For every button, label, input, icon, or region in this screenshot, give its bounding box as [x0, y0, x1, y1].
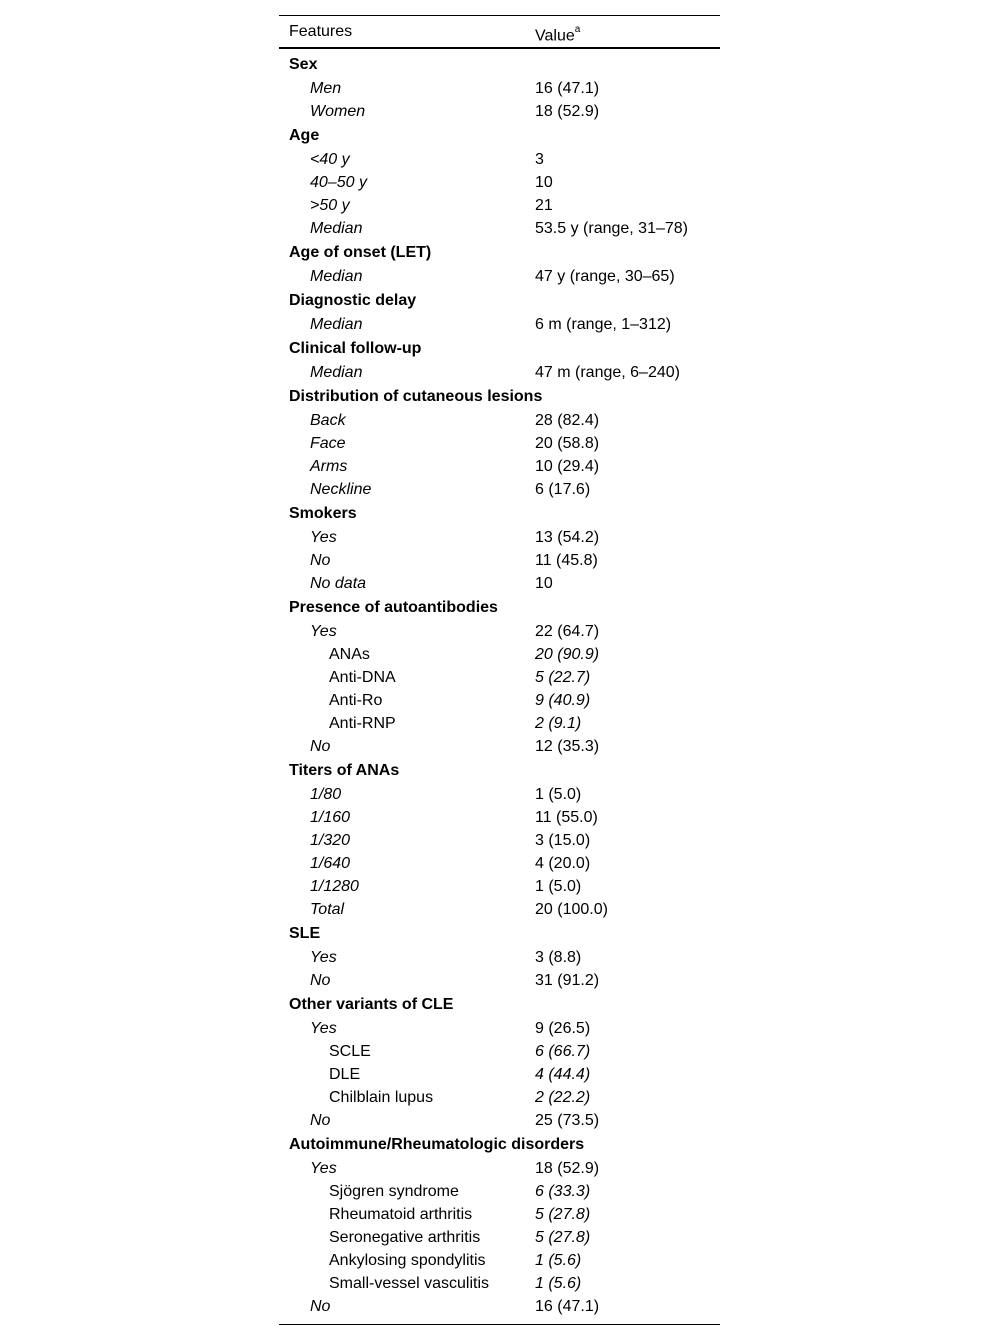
- table-row: [279, 783, 720, 806]
- table-row: [279, 409, 720, 432]
- row-label: Sjögren syndrome: [329, 1183, 459, 1200]
- row-value: 18 (52.9): [535, 1160, 600, 1177]
- row-value: 1 (5.6): [535, 1275, 582, 1292]
- table-section-row: [279, 921, 720, 946]
- table-row: [279, 1109, 720, 1132]
- section-label: Sex: [289, 56, 318, 73]
- table-row: [279, 1203, 720, 1226]
- table-row: [279, 875, 720, 898]
- row-label: <40 y: [310, 151, 350, 168]
- row-label: Median: [310, 316, 363, 333]
- table-row: [279, 1063, 720, 1086]
- row-label: No: [310, 552, 331, 569]
- row-value: 11 (55.0): [535, 809, 598, 826]
- table-row: [279, 1249, 720, 1272]
- table-row: [279, 666, 720, 689]
- row-label: ANAs: [329, 646, 370, 663]
- row-value: 22 (64.7): [535, 623, 600, 640]
- table-row: [279, 689, 720, 712]
- section-label: Age of onset (LET): [289, 244, 432, 261]
- section-label: Age: [289, 127, 320, 144]
- row-value: 53.5 y (range, 31–78): [535, 220, 688, 237]
- row-value: 21: [535, 197, 553, 214]
- row-label: No: [310, 972, 331, 989]
- row-value: 1 (5.0): [535, 786, 582, 803]
- row-label: Anti-DNA: [329, 669, 396, 686]
- row-value: 18 (52.9): [535, 103, 600, 120]
- row-value: 10: [535, 174, 553, 191]
- table-section-row: [279, 595, 720, 620]
- row-label: No: [310, 1298, 331, 1315]
- table-row: [279, 549, 720, 572]
- table-row: [279, 643, 720, 666]
- table-section-row: [279, 240, 720, 265]
- table-row: [279, 620, 720, 643]
- row-label: Arms: [310, 458, 348, 475]
- section-label: Smokers: [289, 505, 357, 522]
- table-row: [279, 217, 720, 240]
- row-value: 1 (5.6): [535, 1252, 582, 1269]
- section-label: SLE: [289, 925, 321, 942]
- row-label: Median: [310, 268, 363, 285]
- table-row: [279, 1226, 720, 1249]
- row-value: 6 m (range, 1–312): [535, 316, 672, 333]
- row-label: Yes: [310, 1020, 337, 1037]
- row-value: 9 (26.5): [535, 1020, 591, 1037]
- row-label: Face: [310, 435, 346, 452]
- section-label: Presence of autoantibodies: [289, 599, 498, 616]
- row-value: 47 m (range, 6–240): [535, 364, 680, 381]
- row-value: 3: [535, 151, 544, 168]
- table-row: [279, 361, 720, 384]
- row-label: SCLE: [329, 1043, 371, 1060]
- row-label: Yes: [310, 949, 337, 966]
- table-section-row: [279, 758, 720, 783]
- row-value: 13 (54.2): [535, 529, 600, 546]
- header-value: [535, 23, 580, 45]
- row-value: 6 (17.6): [535, 481, 591, 498]
- row-label: 1/1280: [310, 878, 359, 895]
- row-value: 31 (91.2): [535, 972, 600, 989]
- row-label: No: [310, 1112, 331, 1129]
- table-row: [279, 1017, 720, 1040]
- table-section-row: [279, 1132, 720, 1157]
- table-row: [279, 100, 720, 123]
- row-value: 12 (35.3): [535, 738, 600, 755]
- table-section-row: [279, 336, 720, 361]
- row-label: Men: [310, 80, 342, 97]
- row-label: 40–50 y: [310, 174, 367, 191]
- row-label: 1/80: [310, 786, 342, 803]
- table-row: [279, 1040, 720, 1063]
- row-label: Yes: [310, 1160, 337, 1177]
- row-value: 25 (73.5): [535, 1112, 600, 1129]
- row-value: 20 (100.0): [535, 901, 608, 918]
- row-value: 6 (66.7): [535, 1043, 591, 1060]
- row-value: 16 (47.1): [535, 1298, 600, 1315]
- table-header: [279, 16, 720, 47]
- table-section-row: [279, 123, 720, 148]
- row-value: 6 (33.3): [535, 1183, 591, 1200]
- table-row: [279, 432, 720, 455]
- table-row: [279, 265, 720, 288]
- table-row: [279, 171, 720, 194]
- table-row: [279, 946, 720, 969]
- section-label: Clinical follow-up: [289, 340, 422, 357]
- row-label: Yes: [310, 529, 337, 546]
- row-label: Anti-RNP: [329, 715, 396, 732]
- row-label: DLE: [329, 1066, 361, 1083]
- row-label: 1/320: [310, 832, 351, 849]
- row-value: 20 (58.8): [535, 435, 600, 452]
- row-value: 5 (27.8): [535, 1206, 591, 1223]
- row-label: Back: [310, 412, 346, 429]
- table-row: [279, 1180, 720, 1203]
- row-value: 9 (40.9): [535, 692, 591, 709]
- row-value: 20 (90.9): [535, 646, 600, 663]
- row-value: 1 (5.0): [535, 878, 582, 895]
- table-row: [279, 478, 720, 501]
- table-row: [279, 1157, 720, 1180]
- table-section-row: [279, 384, 720, 409]
- row-label: Women: [310, 103, 366, 120]
- row-label: Median: [310, 364, 363, 381]
- table-bottom-rule: [279, 1324, 720, 1325]
- row-value: 3 (8.8): [535, 949, 582, 966]
- section-label: Titers of ANAs: [289, 762, 400, 779]
- table-row: [279, 148, 720, 171]
- row-value: 11 (45.8): [535, 552, 598, 569]
- table-row: [279, 806, 720, 829]
- row-value: 5 (27.8): [535, 1229, 591, 1246]
- row-value: 2 (22.2): [535, 1089, 591, 1106]
- table-row: [279, 712, 720, 735]
- table-body: [279, 49, 720, 1324]
- table-row: [279, 194, 720, 217]
- table-row: [279, 1272, 720, 1295]
- row-value: 28 (82.4): [535, 412, 600, 429]
- row-value: 4 (20.0): [535, 855, 591, 872]
- header-value-label: Value: [535, 27, 575, 45]
- row-label: Anti-Ro: [329, 692, 383, 709]
- row-label: No data: [310, 575, 367, 592]
- table-row: [279, 313, 720, 336]
- table-row: [279, 455, 720, 478]
- table-row: [279, 969, 720, 992]
- row-label: 1/640: [310, 855, 351, 872]
- table-row: [279, 572, 720, 595]
- row-value: 5 (22.7): [535, 669, 591, 686]
- row-label: Ankylosing spondylitis: [329, 1252, 486, 1269]
- row-label: Chilblain lupus: [329, 1089, 434, 1106]
- table-row: [279, 829, 720, 852]
- row-label: Total: [310, 901, 345, 918]
- header-value-footnote: a: [574, 24, 581, 35]
- table-section-row: [279, 52, 720, 77]
- row-value: 2 (9.1): [535, 715, 582, 732]
- row-value: 16 (47.1): [535, 80, 600, 97]
- table-section-row: [279, 288, 720, 313]
- row-label: >50 y: [310, 197, 350, 214]
- header-features: Features: [289, 23, 353, 40]
- table-row: [279, 1295, 720, 1318]
- table-row: [279, 77, 720, 100]
- table-row: [279, 735, 720, 758]
- section-label: Autoimmune/Rheumatologic disorders: [289, 1136, 585, 1153]
- table-row: [279, 526, 720, 549]
- features-table: [279, 15, 720, 1325]
- row-label: Seronegative arthritis: [329, 1229, 481, 1246]
- row-value: 10 (29.4): [535, 458, 600, 475]
- row-value: 3 (15.0): [535, 832, 591, 849]
- table-row: [279, 898, 720, 921]
- section-label: Diagnostic delay: [289, 292, 417, 309]
- row-label: Rheumatoid arthritis: [329, 1206, 473, 1223]
- section-label: Distribution of cutaneous lesions: [289, 388, 543, 405]
- table-section-row: [279, 501, 720, 526]
- table-row: [279, 852, 720, 875]
- row-label: 1/160: [310, 809, 351, 826]
- row-label: Median: [310, 220, 363, 237]
- row-value: 10: [535, 575, 553, 592]
- row-label: No: [310, 738, 331, 755]
- row-label: Small-vessel vasculitis: [329, 1275, 490, 1292]
- row-label: Yes: [310, 623, 337, 640]
- table-section-row: [279, 992, 720, 1017]
- row-value: 47 y (range, 30–65): [535, 268, 675, 285]
- table-row: [279, 1086, 720, 1109]
- section-label: Other variants of CLE: [289, 996, 454, 1013]
- row-label: Neckline: [310, 481, 372, 498]
- row-value: 4 (44.4): [535, 1066, 591, 1083]
